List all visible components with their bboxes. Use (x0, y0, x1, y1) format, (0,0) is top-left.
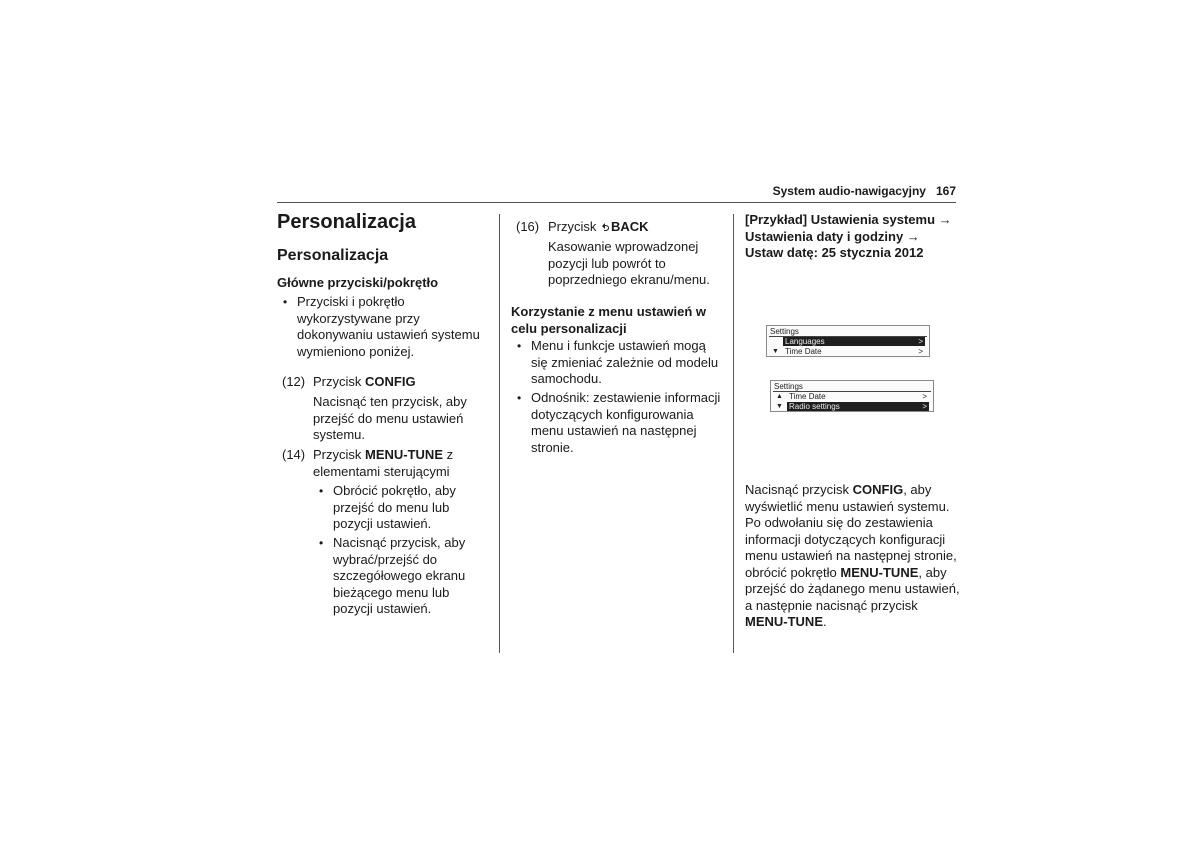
back-arrow-icon (600, 222, 610, 232)
settings-screen-1 (766, 325, 930, 357)
example-heading: [Przykład] Ustawienia systemu → Ustawienia daty i godziny → Ustaw datę: 25 stycznia 2012 (745, 212, 952, 260)
header-rule (277, 202, 956, 203)
section-heading: Personalizacja (277, 247, 389, 264)
column-divider-1 (499, 214, 500, 653)
subsection-heading: Główne przyciski/pokrętło (277, 275, 439, 290)
item-menutune-label: Przycisk MENU-TUNE z elementami sterującymi (313, 447, 454, 479)
page-number: 167 (935, 184, 956, 198)
bullet-text-menu-varies: Menu i funkcje ustawień mogą się zmieniać zależnie od modelu samochodu. (531, 338, 719, 386)
bullet-icon: • (517, 391, 522, 405)
screen-row-selected: Languages > (785, 337, 923, 346)
item-back-desc: Kasowanie wprowadzonej pozycji lub powrót to poprzedniego ekranu/menu. (548, 239, 710, 287)
screen-row: Time Date > (789, 392, 927, 401)
bullet-icon: • (319, 484, 324, 498)
bullet-text-reference: Odnośnik: zestawienie informacji dotyczących konfigurowania menu ustawień na następnej stronie. (531, 390, 721, 455)
column-divider-2 (733, 214, 734, 653)
section-title: System audio-nawigacyjny (772, 184, 926, 198)
settings-screen-2 (770, 380, 934, 412)
chevron-right-icon: > (922, 402, 927, 411)
bullet-text-buttons: Przyciski i pokrętło wykorzystywane przy dokonywaniu ustawień systemu wymieniono poniżej. (297, 294, 480, 359)
item-back-label: Przycisk BACK (548, 219, 649, 234)
menu-usage-heading: Korzystanie z menu ustawień w celu personalizacji (511, 304, 707, 336)
bullet-icon: • (517, 339, 522, 353)
screen-title: Settings (774, 382, 803, 391)
bullet-icon: • (319, 536, 324, 550)
item-config-desc: Nacisnąć ten przycisk, aby przejść do menu ustawień systemu. (313, 394, 467, 442)
item-number-14: (14) (282, 447, 306, 462)
page-title: Personalizacja (277, 211, 416, 233)
bullet-icon: • (283, 295, 288, 309)
item-number-12: (12) (282, 374, 306, 389)
running-header (773, 184, 956, 198)
chevron-right-icon: > (918, 337, 923, 346)
instruction-paragraph: Nacisnąć przycisk CONFIG, aby wyświetlić menu ustawień systemu. Po odwołaniu się do zestawienia informacji dotyczących konfiguracji menu ustawień na następnej stronie, obrócić pokrętło MENU-TUNE, aby przejść do żądanego menu ustawień, a następnie nacisnąć przycisk MENU-TUNE. (745, 482, 960, 629)
arrow-down-icon: ▼ (776, 403, 783, 410)
sub-bullet-rotate: Obrócić pokrętło, aby przejść do menu lub pozycji ustawień. (333, 483, 456, 531)
item-config-label: Przycisk CONFIG (313, 374, 416, 389)
item-number-16: (16) (516, 219, 540, 234)
screen-row-selected: Radio settings > (789, 402, 927, 411)
arrow-up-icon: ▲ (776, 393, 783, 400)
chevron-right-icon: > (922, 392, 927, 401)
chevron-right-icon: > (918, 347, 923, 356)
arrow-down-icon: ▼ (772, 348, 779, 355)
sub-bullet-press: Nacisnąć przycisk, aby wybrać/przejść do szczegółowego ekranu bieżącego menu lub pozycji ustawień. (333, 535, 466, 616)
screen-row: Time Date > (785, 347, 923, 356)
screen-title: Settings (770, 327, 799, 336)
